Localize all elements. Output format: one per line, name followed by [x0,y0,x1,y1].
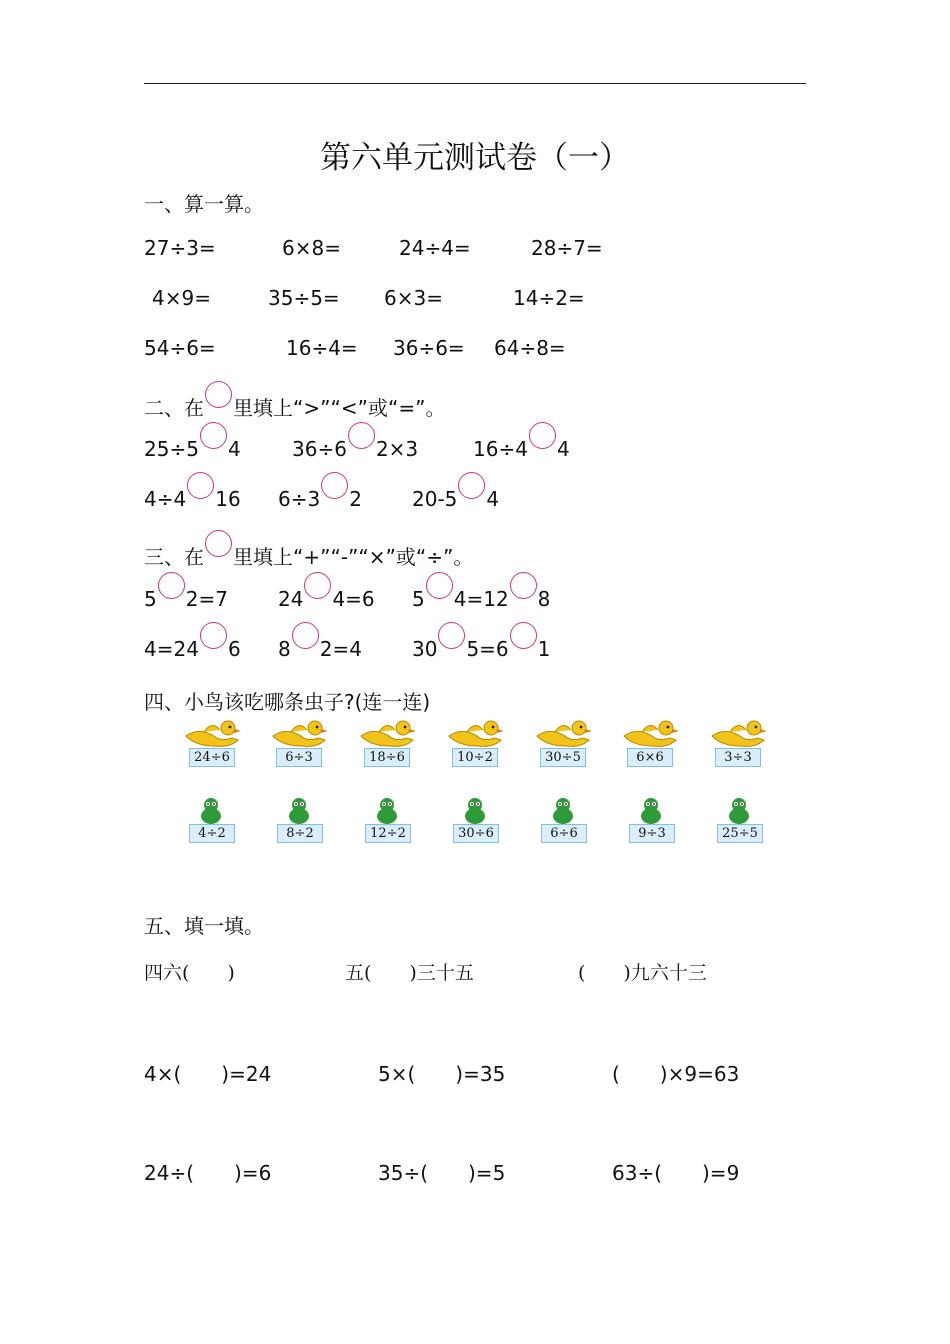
chant-item: 五( )三十五 [345,962,474,984]
answer-circle[interactable] [529,422,556,449]
bird-icon [271,718,329,750]
operator-item: 4=24 6 [144,631,241,661]
bird-card[interactable] [447,718,505,768]
fill-equation: 63÷( )=9 [612,1161,740,1185]
bug-card[interactable] [626,797,676,845]
bug-expression: 8÷2 [277,824,323,843]
bird-icon [535,718,593,750]
answer-circle[interactable] [158,572,185,599]
bird-expression: 6÷3 [276,748,322,767]
answer-circle[interactable] [510,622,537,649]
answer-circle[interactable] [200,622,227,649]
compare-item: 16÷4 4 [473,431,570,461]
bug-expression: 12÷2 [365,824,411,843]
bird-expression: 10÷2 [452,748,498,767]
caterpillar-icon [374,797,400,825]
fill-equation: 24÷( )=6 [144,1161,272,1185]
bird-icon [184,718,242,750]
operator-item: 24 4=6 [278,581,375,611]
equation: 36÷6= [393,336,465,360]
answer-circle[interactable] [321,472,348,499]
bug-card[interactable] [538,797,588,845]
bug-expression: 9÷3 [629,824,675,843]
bird-card[interactable] [184,718,242,768]
answer-circle[interactable] [187,472,214,499]
bird-expression: 6×6 [627,748,673,767]
operator-item: 30 5=6 1 [412,631,550,661]
bird-expression: 18÷6 [364,748,410,767]
bird-expression: 3÷3 [715,748,761,767]
header-rule [144,83,806,84]
section-3-heading: 三、在 里填上“+”“-”“×”或“÷”。 [144,539,473,570]
bird-card[interactable] [359,718,417,768]
answer-circle[interactable] [510,572,537,599]
compare-item: 36÷6 2×3 [292,431,418,461]
bird-icon [447,718,505,750]
section-1-heading: 一、算一算。 [144,192,264,216]
circle-blank-icon [205,381,232,408]
bird-expression: 30÷5 [540,748,586,767]
bug-expression: 30÷6 [453,824,499,843]
section-4-heading: 四、小鸟该吃哪条虫子?(连一连) [144,690,431,714]
caterpillar-icon [198,797,224,825]
caterpillar-icon [638,797,664,825]
page-title: 第六单元测试卷（一） [320,140,630,176]
chant-item: ( )九六十三 [578,962,707,984]
bird-icon [622,718,680,750]
compare-item: 20-5 4 [412,481,499,511]
bird-icon [359,718,417,750]
chant-item: 四六( ) [144,962,235,984]
bug-card[interactable] [274,797,324,845]
fill-equation: 4×( )=24 [144,1062,272,1086]
compare-item: 4÷4 16 [144,481,241,511]
equation: 28÷7= [531,236,603,260]
bug-expression: 4÷2 [189,824,235,843]
answer-circle[interactable] [200,422,227,449]
bird-expression: 24÷6 [189,748,235,767]
bird-card[interactable] [535,718,593,768]
section-2-heading: 二、在 里填上“>”“<”或“=”。 [144,390,445,421]
answer-circle[interactable] [458,472,485,499]
bug-card[interactable] [186,797,236,845]
answer-circle[interactable] [348,422,375,449]
operator-item: 8 2=4 [278,631,362,661]
caterpillar-icon [286,797,312,825]
equation: 27÷3= [144,236,216,260]
fill-equation: 5×( )=35 [378,1062,506,1086]
operator-item: 5 4=12 8 [412,581,550,611]
bug-card[interactable] [450,797,500,845]
answer-circle[interactable] [426,572,453,599]
bug-card[interactable] [362,797,412,845]
answer-circle[interactable] [292,622,319,649]
answer-circle[interactable] [438,622,465,649]
equation: 6×3= [384,286,443,310]
fill-equation: 35÷( )=5 [378,1161,506,1185]
equation: 16÷4= [286,336,358,360]
equation: 6×8= [282,236,341,260]
caterpillar-icon [550,797,576,825]
operator-item: 5 2=7 [144,581,228,611]
fill-equation: ( )×9=63 [612,1062,740,1086]
bird-icon [710,718,768,750]
caterpillar-icon [462,797,488,825]
equation: 64÷8= [494,336,566,360]
equation: 4×9= [152,286,211,310]
compare-item: 25÷5 4 [144,431,241,461]
answer-circle[interactable] [304,572,331,599]
equation: 14÷2= [513,286,585,310]
bug-expression: 6÷6 [541,824,587,843]
equation: 24÷4= [399,236,471,260]
compare-item: 6÷3 2 [278,481,362,511]
equation: 54÷6= [144,336,216,360]
bird-card[interactable] [710,718,768,768]
section-5-heading: 五、填一填。 [144,914,264,938]
caterpillar-icon [726,797,752,825]
equation: 35÷5= [268,286,340,310]
bird-card[interactable] [622,718,680,768]
bird-card[interactable] [271,718,329,768]
bug-expression: 25÷5 [717,824,763,843]
circle-blank-icon [205,530,232,557]
bug-card[interactable] [714,797,764,845]
